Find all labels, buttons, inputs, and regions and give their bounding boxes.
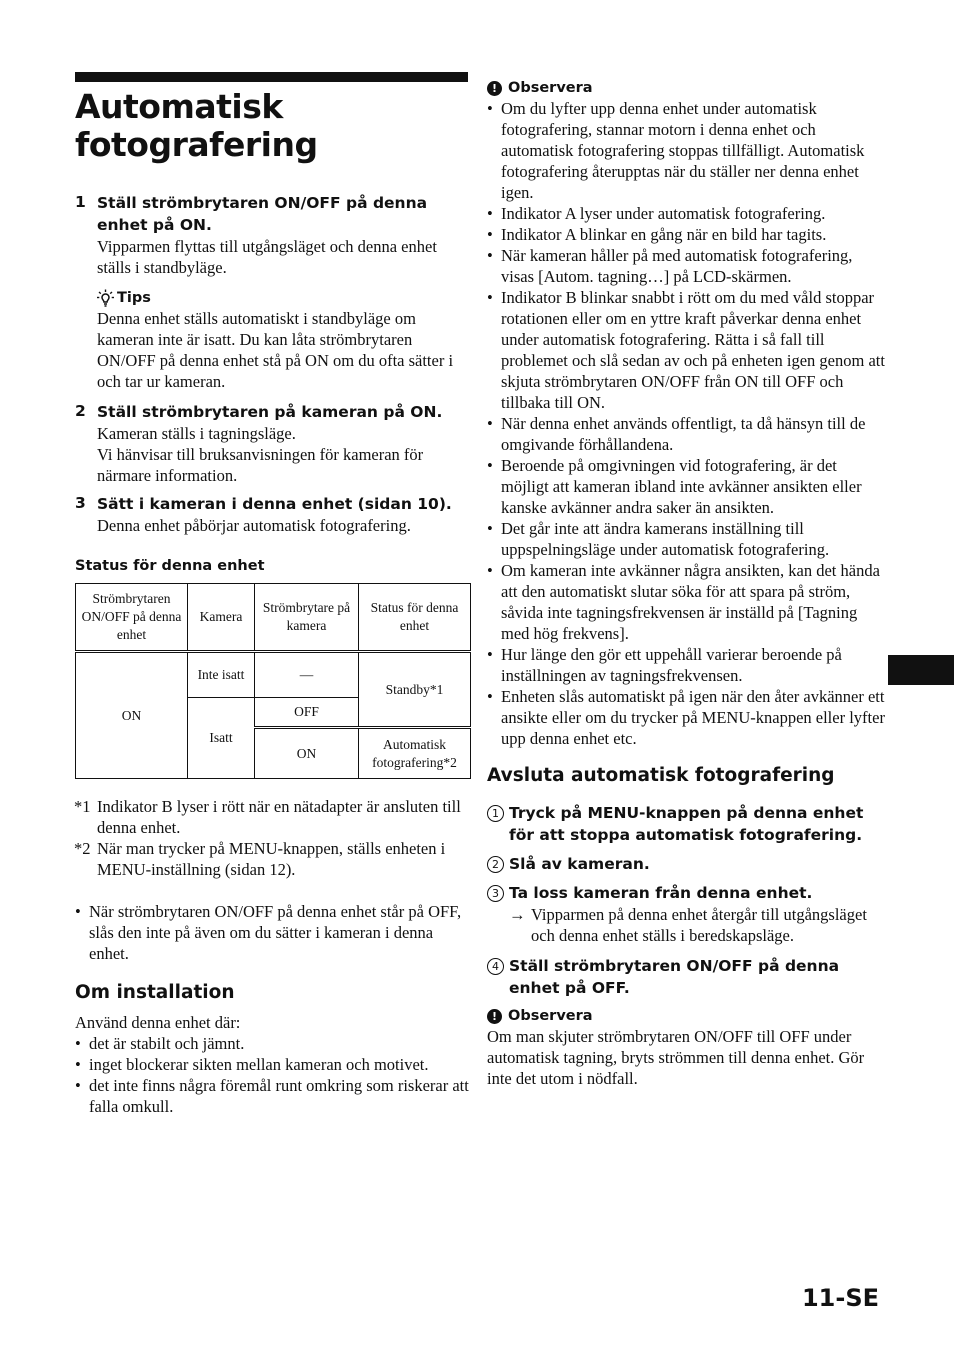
step-3-body: Denna enhet påbörjar automatisk fotografering. xyxy=(97,516,411,535)
list-item: • det inte finns några föremål runt omkring som riskerar att falla omkull. xyxy=(75,1075,470,1117)
page-title xyxy=(75,88,470,164)
tips-label: Tips xyxy=(117,290,151,306)
avsluta-step-3-result-text: Vipparmen på denna enhet återgår till utgångsläget och denna enhet ställs i beredskapsläge. xyxy=(531,905,867,945)
status-table-header-camera: Kamera xyxy=(188,584,255,652)
installation-intro: Använd denna enhet där: xyxy=(75,1013,241,1032)
status-table-header-status: Status för denna enhet xyxy=(359,584,471,652)
footnote-2-text: När man trycker på MENU-knappen, ställs enheten i MENU-inställning (sidan 12). xyxy=(97,839,446,879)
step-3 xyxy=(75,493,470,536)
caution-icon: ! xyxy=(487,81,502,96)
step-number-circle: 1 xyxy=(487,805,504,822)
list-item: • inget blockerar sikten mellan kameran och motivet. xyxy=(75,1054,470,1075)
tips-box xyxy=(75,288,470,392)
step-1 xyxy=(75,192,470,278)
list-item: • Det går inte att ändra kamerans inställning till uppspelningsläge under automatisk fotografering. xyxy=(487,518,887,560)
list-item: • Hur länge den gör ett uppehåll varierar beroende på inställningen av tagningsfrekvensen. xyxy=(487,644,887,686)
step-2-body-1: Kameran ställs i tagningsläge. xyxy=(97,424,296,443)
avsluta-step-4 xyxy=(487,955,887,999)
observera-2-text: Om man skjuter strömbrytaren ON/OFF till OFF under automatisk tagning, bryts strömmen till denna enhet. Gör inte det utom i nödfall. xyxy=(487,1027,865,1088)
right-column xyxy=(487,78,887,1089)
step-2-body-2: Vi hänvisar till bruksanvisningen för kameran för närmare information. xyxy=(97,445,424,485)
observera-heading-1 xyxy=(487,78,887,98)
caution-icon: ! xyxy=(487,1009,502,1024)
list-item: • Indikator B blinkar snabbt i rött om du med våld stoppar rotationen eller om en yttre kraft påverkar denna enhet under automatisk fotografering. Rätta i så fall till problemet och slå sedan av och på enheten igen genom att skjuta strömbrytaren ON/OFF från ON till OFF och tillbaka till ON. xyxy=(487,287,887,413)
arrow-right-icon: → xyxy=(509,905,526,924)
list-item: • Om du lyfter upp denna enhet under automatisk fotografering, stannar motorn i denna enhet och automatisk fotografering stoppas tillfälligt. Automatisk fotografering återupptas när du ställer ner denna enhet igen. xyxy=(487,98,887,203)
avsluta-step-2 xyxy=(487,853,887,875)
step-number-circle: 2 xyxy=(487,856,504,873)
observera-label-1: Observera xyxy=(508,80,593,96)
footnote-1-mark: *1 xyxy=(74,797,91,816)
page-number: 11-SE xyxy=(801,1284,879,1312)
list-item: • När denna enhet används offentligt, ta då hänsyn till de omgivande förhållandena. xyxy=(487,413,887,455)
table-row xyxy=(76,652,471,698)
status-cell-automatisk: Automatisk fotografering*2 xyxy=(359,728,471,779)
list-item: • Indikator A blinkar en gång när en bild har tagits. xyxy=(487,224,887,245)
step-1-number: 1 xyxy=(75,193,86,211)
avsluta-step-1-title: Tryck på MENU-knappen på denna enhet för att stoppa automatisk fotografering. xyxy=(509,804,864,844)
status-table xyxy=(75,583,471,779)
installation-heading: Om installation xyxy=(75,982,235,1003)
step-1-title: Ställ strömbrytaren ON/OFF på denna enhet på ON. xyxy=(97,194,428,234)
footnote-2-mark: *2 xyxy=(74,839,91,858)
tips-text: Denna enhet ställs automatiskt i standbyläge om kameran inte är isatt. Du kan låta strömbrytaren ON/OFF på denna enhet stå på ON om du ofta sätter i och tar ur kameran. xyxy=(97,309,454,391)
page-title-line-1: Automatisk xyxy=(75,87,283,126)
status-cell-dash: — xyxy=(255,652,359,698)
off-note: • När strömbrytaren ON/OFF på denna enhet står på OFF, slås den inte på även om du sätter i kameran i denna enhet. xyxy=(75,901,470,964)
status-table-header-camera-switch: Strömbrytare på kamera xyxy=(255,584,359,652)
list-item: • det är stabilt och jämnt. xyxy=(75,1033,470,1054)
list-item: • Enheten slås automatiskt på igen när den åter avkänner ett ansikte eller om du trycker på MENU-knappen eller lyfter upp denna enhet etc. xyxy=(487,686,887,749)
step-3-number: 3 xyxy=(75,494,86,512)
footnote-1 xyxy=(75,796,470,838)
section-tab-marker xyxy=(888,655,954,685)
status-table-label: Status för denna enhet xyxy=(75,558,265,574)
list-item: • Beroende på omgivningen vid fotografering, är det möjligt att kameran ibland inte avkänner ansikten eller kanske avkänner andra saker än ansikten. xyxy=(487,455,887,518)
title-rule xyxy=(75,72,468,82)
footnotes xyxy=(75,796,470,880)
status-table-header-switch: Strömbrytaren ON/OFF på denna enhet xyxy=(76,584,188,652)
page-title-line-2: fotografering xyxy=(75,125,318,164)
step-number-circle: 3 xyxy=(487,885,504,902)
observera-heading-2 xyxy=(487,1006,887,1026)
avsluta-step-2-title: Slå av kameran. xyxy=(509,855,650,873)
step-1-body: Vipparmen flyttas till utgångsläget och denna enhet ställs i standbyläge. xyxy=(97,237,437,277)
list-item: • Om kameran inte avkänner några ansikten, kan det hända att den automatiskt slutar söka för att spara på ström, såvida inte tagningsfrekvensen är inställd på [Tagning med hög frekvens]. xyxy=(487,560,887,644)
footnote-2 xyxy=(75,838,470,880)
avsluta-step-3-result xyxy=(509,904,887,946)
step-2-title: Ställ strömbrytaren på kameran på ON. xyxy=(97,403,443,421)
step-3-title: Sätt i kameran i denna enhet (sidan 10). xyxy=(97,495,452,513)
step-number-circle: 4 xyxy=(487,958,504,975)
lightbulb-icon xyxy=(97,289,114,307)
status-table-header-row xyxy=(76,584,471,652)
status-cell-isatt: Isatt xyxy=(188,698,255,779)
status-cell-on-2: ON xyxy=(255,728,359,779)
list-item: • När kameran håller på med automatisk fotografering, visas [Autom. tagning…] på LCD-skärmen. xyxy=(487,245,887,287)
avsluta-step-1 xyxy=(487,802,887,846)
step-2-number: 2 xyxy=(75,402,86,420)
avsluta-heading: Avsluta automatisk fotografering xyxy=(487,765,835,786)
avsluta-step-3 xyxy=(487,882,887,904)
status-cell-inte-isatt: Inte isatt xyxy=(188,652,255,698)
status-cell-on: ON xyxy=(76,652,188,779)
step-2 xyxy=(75,401,470,486)
list-item: • Indikator A lyser under automatisk fotografering. xyxy=(487,203,887,224)
left-column xyxy=(75,72,470,1117)
status-cell-off: OFF xyxy=(255,698,359,728)
observera-label-2: Observera xyxy=(508,1008,593,1024)
tips-heading xyxy=(97,288,470,308)
footnote-1-text: Indikator B lyser i rött när en nätadapter är ansluten till denna enhet. xyxy=(97,797,461,837)
avsluta-step-4-title: Ställ strömbrytaren ON/OFF på denna enhet på OFF. xyxy=(509,957,840,997)
avsluta-step-3-title: Ta loss kameran från denna enhet. xyxy=(509,884,813,902)
status-cell-standby: Standby*1 xyxy=(359,652,471,728)
